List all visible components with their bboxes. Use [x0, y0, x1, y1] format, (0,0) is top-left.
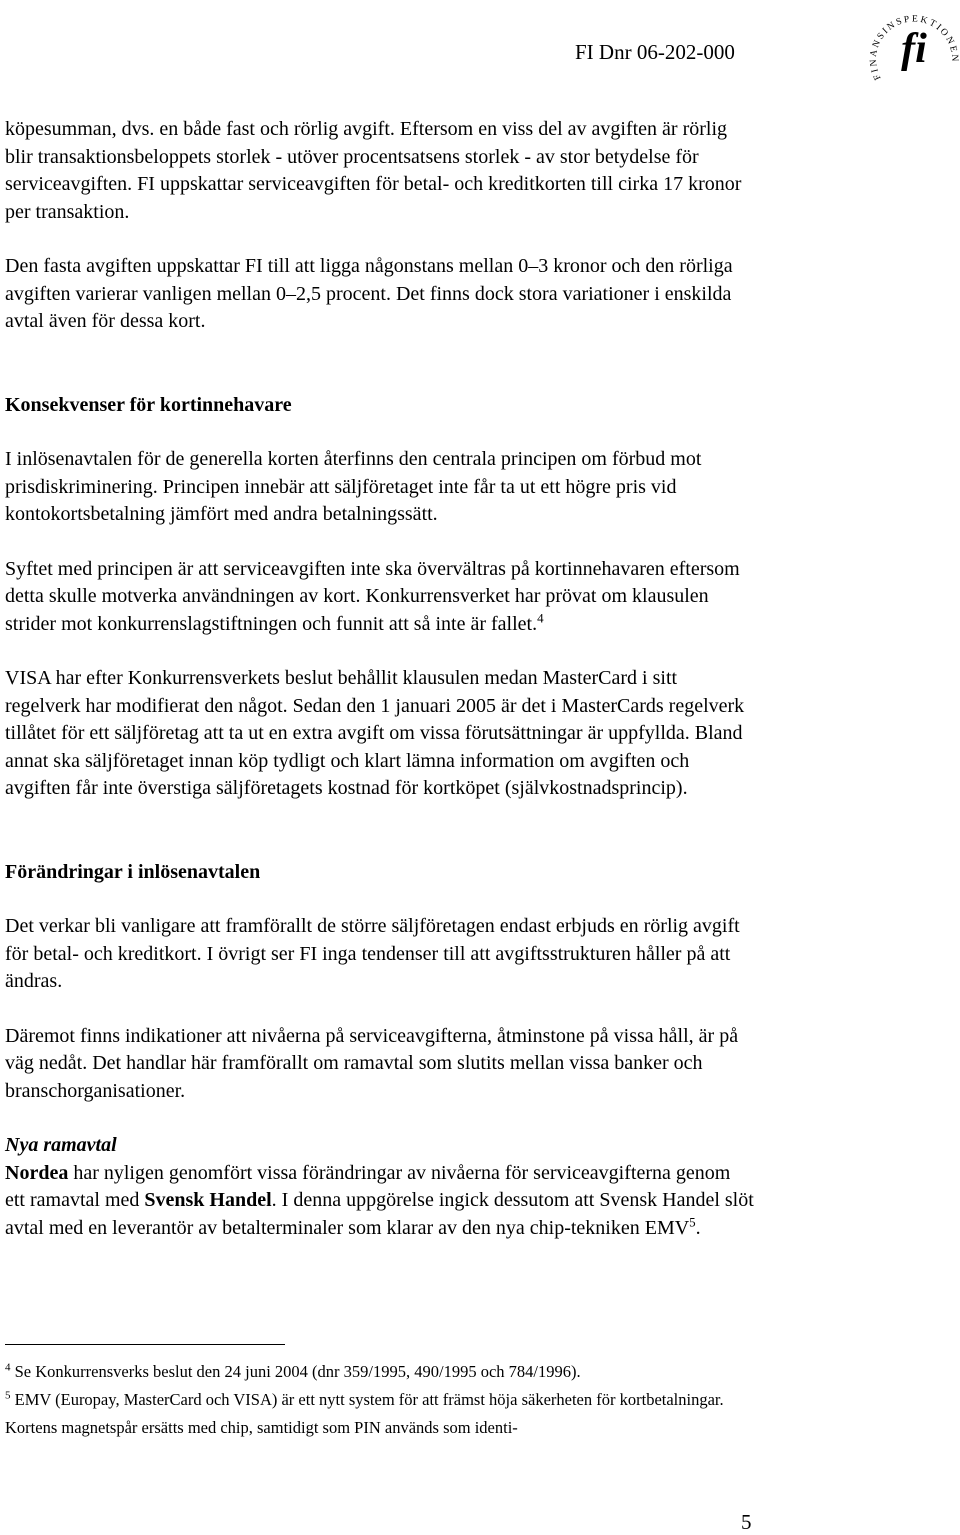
footnote-number: 4	[5, 1361, 11, 1374]
footnote-item	[5, 1386, 755, 1442]
paragraph: Däremot finns indikationer att nivåerna på serviceavgifterna, åtminstone på vissa håll, är på väg nedåt. Det handlar här framförallt om ramavtal som slutits mellan vissa banker och branschorganisationer.	[5, 1024, 739, 1102]
footnote-divider	[5, 1344, 285, 1345]
paragraph-text: har nyligen genomfört vissa förändringar av nivåerna för serviceavgifterna genom ett ramavtal med	[5, 1161, 731, 1211]
footnotes	[5, 1358, 755, 1442]
page-number: 5	[741, 1510, 752, 1534]
paragraph-text: .	[695, 1216, 701, 1239]
paragraph-text: Syftet med principen är att serviceavgiften inte ska övervältras på kortinnehavaren eftersom detta skulle motverka användningen av kort. Konkurrensverket har prövat om klausulen strider mot konkurrenslagstiftningen och funnit att så inte är fallet.	[5, 557, 740, 635]
section-heading: Förändringar i inlösenavtalen	[5, 860, 261, 883]
paragraph: köpesumman, dvs. en både fast och rörlig avgift. Eftersom en viss del av avgiften är rörlig blir transaktionsbeloppets storlek - utöver procentsatsens storlek - av stor betydelse för serviceavgiften. FI uppskattar serviceavgiften för betal- och kreditkorten till cirka 17 kronor per transaktion.	[5, 118, 742, 223]
document-reference: FI Dnr 06-202-000	[575, 40, 735, 64]
footnote-text: EMV (Europay, MasterCard och VISA) är ett nytt system för att främst höja säkerheten för kortbetalningar. Kortens magnetspår ersätts med chip, samtidigt som PIN används som identi-	[5, 1390, 724, 1437]
footnote-number: 5	[5, 1389, 11, 1402]
svg-text:FINANSINSPEKTIONEN: FINANSINSPEKTIONEN	[868, 14, 960, 82]
svg-text:fi: fi	[901, 26, 927, 72]
bold-text: Nordea	[5, 1161, 69, 1184]
subheading: Nya ramavtal	[5, 1134, 117, 1156]
paragraph: I inlösenavtalen för de generella korten återfinns den centrala principen om förbud mot prisdiskriminering. Principen innebär att säljföretaget inte får ta ut ett högre pris vid kontokortsbetalning jämfört med andra betalningssätt.	[5, 448, 702, 525]
footnote-text: Se Konkurrensverks beslut den 24 juni 2004 (dnr 359/1995, 490/1995 och 784/1996).	[14, 1362, 581, 1381]
paragraph	[5, 1160, 755, 1243]
paragraph: VISA har efter Konkurrensverkets beslut behållit klausulen medan MasterCard i sitt regelverk har modifierat den något. Sedan den 1 januari 2005 är det i MasterCards regelverk tillåtet för ett säljföretag att ta ut en extra avgift om vissa förutsättningar är uppfyllda. Bland annat ska säljföretaget innan köp tydligt och klart lämna information om avgiften och avgiften får inte överstiga säljföretagets kostnad för kortköpet (självkostnadsprincip).	[5, 667, 745, 799]
paragraph-text: . I denna uppgörelse ingick dessutom att Svensk Handel slöt avtal med en leverantör av betalterminaler som klarar av den nya chip-tekniken EMV	[5, 1189, 754, 1239]
paragraph: Det verkar bli vanligare att framförallt de större säljföretagen endast erbjuds en rörlig avgift för betal- och kreditkort. I övrigt ser FI inga tendenser till att avgiftsstrukturen håller på att ändras.	[5, 915, 740, 992]
section-heading: Konsekvenser för kortinnehavare	[5, 393, 292, 416]
footnote-reference: 5	[689, 1213, 696, 1229]
bold-text: Svensk Handel	[144, 1189, 272, 1211]
paragraph: Den fasta avgiften uppskattar FI till att ligga någonstans mellan 0–3 kronor och den rörliga avgiften varierar vanligen mellan 0–2,5 procent. Det finns dock stora variationer i enskilda avtal även för dessa kort.	[5, 255, 733, 332]
footnote-item	[5, 1358, 755, 1386]
finansinspektionen-logo	[868, 0, 960, 92]
footnote-reference: 4	[537, 609, 544, 625]
paragraph	[5, 556, 755, 639]
document-body	[5, 116, 755, 1242]
